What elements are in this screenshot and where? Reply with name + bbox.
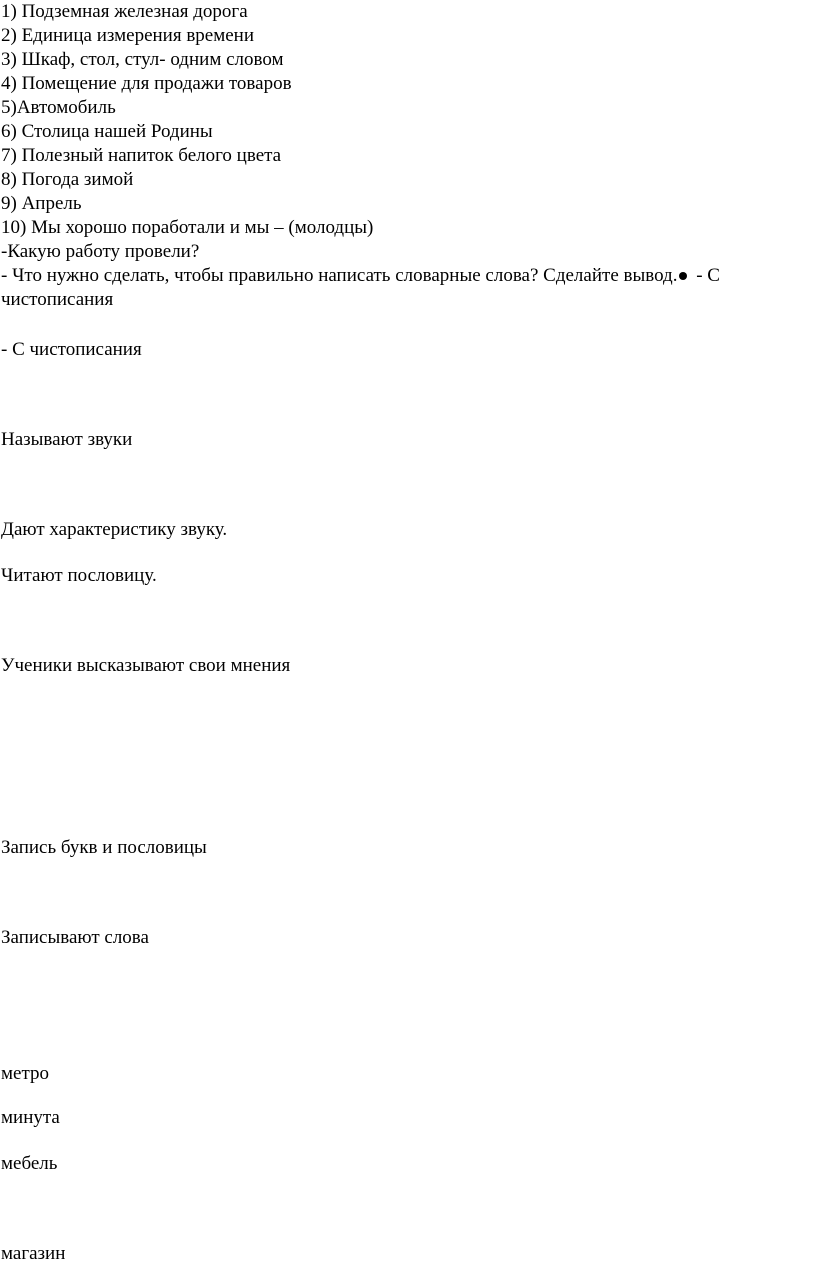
answer-write-words: Записывают слова bbox=[1, 927, 149, 948]
list-item-9: 9) Апрель bbox=[1, 193, 82, 214]
answer-opinions: Ученики высказывают свои мнения bbox=[1, 655, 291, 676]
list-item-5: 5)Автомобиль bbox=[1, 97, 116, 118]
answer-name-sounds: Называют звуки bbox=[1, 429, 133, 450]
answer-characterize-sound: Дают характеристику звуку. bbox=[1, 519, 228, 540]
question-conclusion bbox=[1, 264, 811, 312]
list-item-2: 2) Единица измерения времени bbox=[1, 25, 255, 46]
word-magazin: магазин bbox=[1, 1243, 66, 1264]
list-item-4: 4) Помещение для продажи товаров bbox=[1, 73, 292, 94]
list-item-7: 7) Полезный напиток белого цвета bbox=[1, 145, 282, 166]
question-conclusion-answer: - С чистописания bbox=[1, 265, 720, 310]
answer-read-proverb: Читают пословицу. bbox=[1, 565, 157, 586]
list-item-8: 8) Погода зимой bbox=[1, 169, 134, 190]
question-conclusion-text: - Что нужно сделать, чтобы правильно написать словарные слова? Сделайте вывод. bbox=[1, 265, 678, 286]
list-item-6: 6) Столица нашей Родины bbox=[1, 121, 213, 142]
bullet-icon bbox=[679, 272, 687, 280]
word-mebel: мебель bbox=[1, 1153, 58, 1174]
list-item-1: 1) Подземная железная дорога bbox=[1, 1, 248, 22]
word-metro: метро bbox=[1, 1063, 49, 1084]
list-item-10: 10) Мы хорошо поработали и мы – (молодцы) bbox=[1, 217, 374, 238]
answer-write-letters: Запись букв и пословицы bbox=[1, 837, 207, 858]
list-item-3: 3) Шкаф, стол, стул- одним словом bbox=[1, 49, 284, 70]
question-work-done: -Какую работу провели? bbox=[1, 241, 200, 262]
word-minuta: минута bbox=[1, 1107, 60, 1128]
answer-penmanship: - С чистописания bbox=[1, 339, 142, 360]
